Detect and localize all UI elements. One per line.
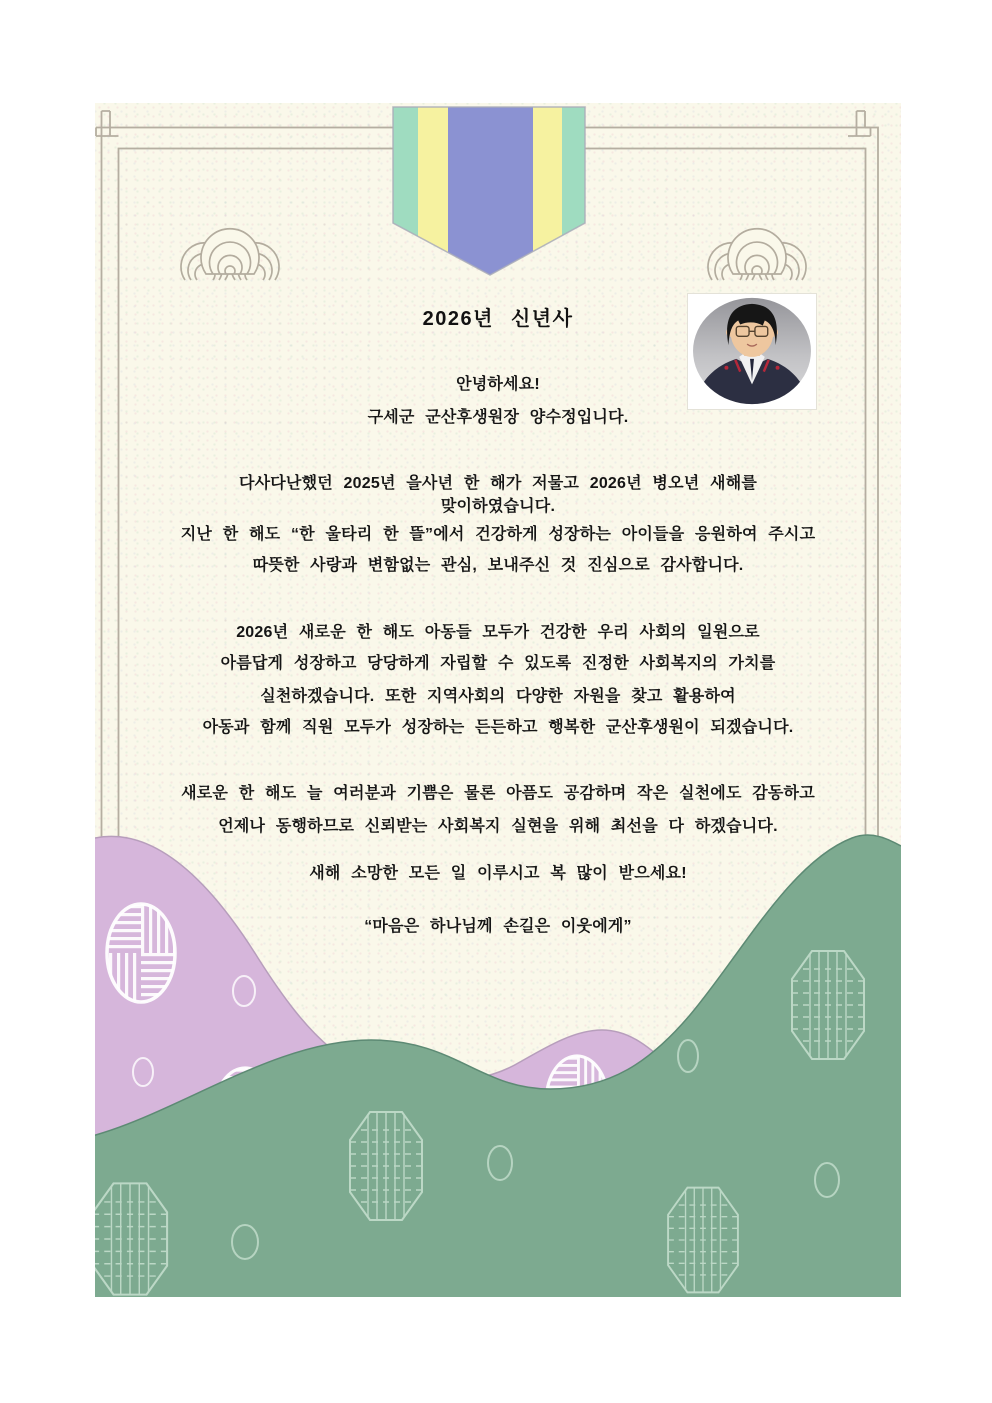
ribbon-stripes — [393, 107, 585, 277]
ribbon-stripe-yellow — [533, 107, 562, 277]
certificate-page — [95, 103, 901, 1297]
ribbon-stripe-yellow — [418, 107, 448, 277]
portrait-photo — [688, 294, 816, 409]
body-line: 언제나 동행하므로 신뢰받는 사회복지 실현을 위해 최선을 다 하겠습니다. — [218, 818, 778, 835]
body-line: 2026년 새로운 한 해도 아동들 모두가 건강한 우리 사회의 일원으로 — [236, 624, 760, 641]
body-line: 아동과 함께 직원 모두가 성장하는 든든하고 행복한 군산후생원이 되겠습니다. — [202, 719, 794, 736]
ribbon-stripe-mint — [393, 107, 418, 277]
greeting-line: 구세군 군산후생원장 양수정입니다. — [367, 409, 629, 426]
body-line: 다사다난했던 2025년 을사년 한 해가 저물고 2026년 병오년 새해를 — [238, 475, 758, 492]
ribbon-stripe-purple — [448, 107, 533, 277]
greeting-line: 안녕하세요! — [456, 376, 540, 393]
motto-quote-line: “마음은 하나님께 손길은 이웃에게” — [364, 918, 632, 935]
body-line: 맞이하였습니다. — [440, 498, 556, 515]
body-line: 따뜻한 사랑과 변함없는 관심, 보내주신 것 진심으로 감사합니다. — [252, 557, 744, 574]
body-line: 실천하겠습니다. 또한 지역사회의 다양한 자원을 찾고 활용하여 — [260, 688, 736, 705]
body-line: 아름답게 성장하고 당당하게 자립할 수 있도록 진정한 사회복지의 가치를 — [220, 655, 776, 672]
ribbon-stripe-mint — [562, 107, 585, 277]
portrait-frame — [687, 293, 817, 410]
closing-wish-line: 새해 소망한 모든 일 이루시고 복 많이 받으세요! — [309, 865, 687, 882]
body-line: 지난 한 해도 “한 울타리 한 뜰”에서 건강하게 성장하는 아이들을 응원하여 주시고 — [180, 526, 816, 543]
page-title: 2026년 신년사 — [422, 308, 574, 330]
body-line: 새로운 한 해도 늘 여러분과 기쁨은 물론 아픔도 공감하며 작은 실천에도 감동하고 — [181, 785, 815, 802]
